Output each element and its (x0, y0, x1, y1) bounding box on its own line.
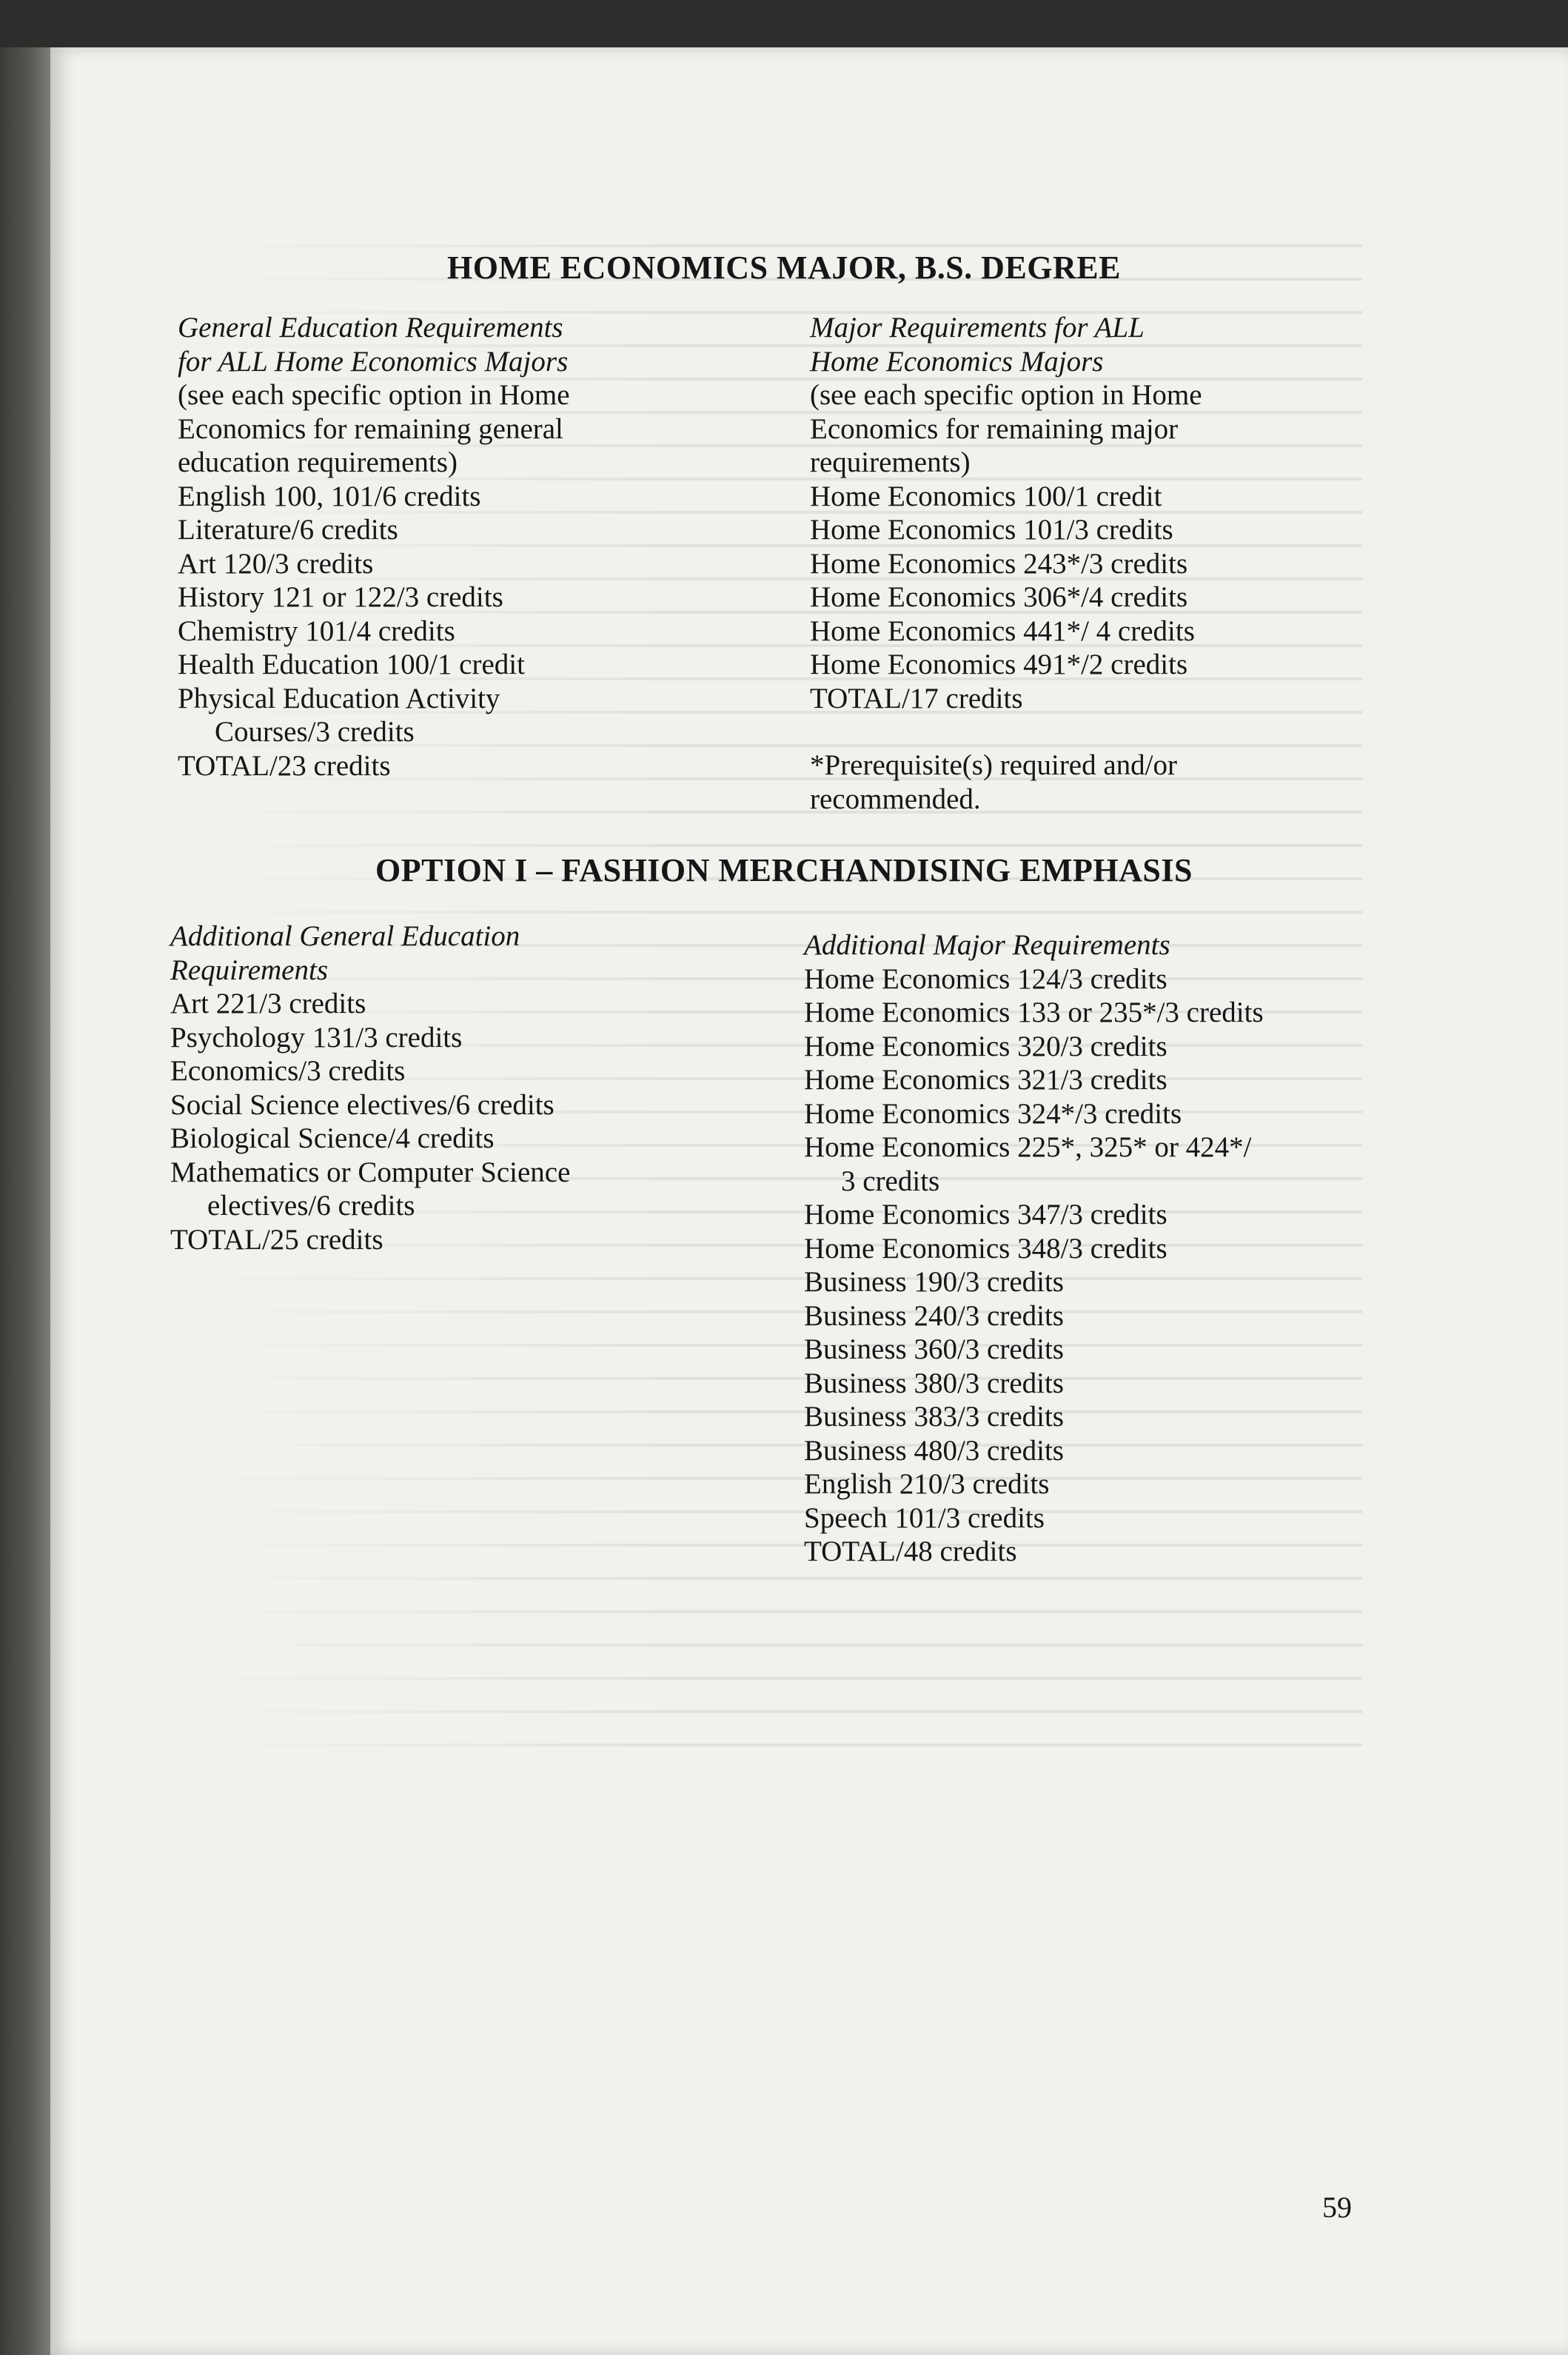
course-item: Home Economics 491*/2 credits (810, 649, 1188, 680)
course-item: English 210/3 credits (804, 1468, 1050, 1500)
course-item: Home Economics 133 or 235*/3 credits (804, 996, 1264, 1028)
total-credits: TOTAL/48 credits (804, 1535, 1017, 1567)
major-heading: HOME ECONOMICS MAJOR, B.S. DEGREE (446, 249, 1121, 286)
additional-general-education (170, 919, 570, 1256)
course-item: Home Economics 306*/4 credits (810, 581, 1188, 613)
course-item: Art 221/3 credits (170, 988, 366, 1019)
course-item: Home Economics 100/1 credit (810, 480, 1162, 512)
course-item: Home Economics 321/3 credits (804, 1064, 1167, 1096)
course-item: History 121 or 122/3 credits (178, 581, 503, 613)
note-line: Economics for remaining general (178, 412, 563, 445)
course-item: Home Economics 347/3 credits (804, 1199, 1167, 1230)
course-item: Social Science electives/6 credits (170, 1088, 555, 1121)
course-item: Business 240/3 credits (804, 1299, 1064, 1332)
option-heading: OPTION I – FASHION MERCHANDISING EMPHASIS (375, 852, 1193, 888)
total-credits: TOTAL/17 credits (810, 682, 1023, 714)
section-title-line: for ALL Home Economics Majors (178, 345, 569, 378)
course-item: Mathematics or Computer Science (170, 1156, 571, 1188)
page-number: 59 (1322, 2191, 1352, 2224)
course-item: Home Economics 324*/3 credits (804, 1097, 1182, 1130)
course-item-continuation: Courses/3 credits (215, 716, 415, 748)
course-item: Speech 101/3 credits (804, 1501, 1045, 1534)
course-item: Chemistry 101/4 credits (178, 614, 455, 647)
total-credits: TOTAL/23 credits (178, 749, 391, 782)
course-item: Business 480/3 credits (804, 1434, 1064, 1467)
course-item: Home Economics 101/3 credits (810, 514, 1173, 546)
section-title-line: Requirements (170, 954, 328, 986)
note-line: education requirements) (178, 446, 458, 478)
total-credits: TOTAL/25 credits (170, 1223, 383, 1256)
course-item: Art 120/3 credits (178, 547, 374, 580)
section-title-line: General Education Requirements (178, 312, 563, 344)
course-item: Home Economics 225*, 325* or 424*/ (804, 1131, 1252, 1163)
section-title-line: Major Requirements for ALL (810, 312, 1145, 344)
course-item: Physical Education Activity (178, 682, 500, 714)
additional-major-requirements (804, 928, 1264, 1569)
course-item: Home Economics 243*/3 credits (810, 547, 1188, 580)
major-requirements (810, 311, 1202, 816)
footnote-line: recommended. (810, 783, 981, 815)
spacer (810, 715, 1202, 748)
course-item: Home Economics 320/3 credits (804, 1030, 1167, 1062)
book-binding-edge (0, 47, 50, 2355)
course-item: Home Economics 124/3 credits (804, 962, 1167, 995)
course-item: Business 190/3 credits (804, 1266, 1064, 1298)
course-item: Business 360/3 credits (804, 1333, 1064, 1365)
course-item: Home Economics 348/3 credits (804, 1232, 1167, 1264)
course-item: Economics/3 credits (170, 1055, 406, 1087)
section-title: Additional Major Requirements (804, 929, 1170, 961)
course-item: Health Education 100/1 credit (178, 649, 525, 680)
course-item-continuation: electives/6 credits (207, 1190, 415, 1222)
course-item: Business 383/3 credits (804, 1401, 1064, 1433)
note-line: Economics for remaining major (810, 412, 1179, 445)
section-title-line: Additional General Education (170, 920, 520, 952)
footnote-line: *Prerequisite(s) required and/or (810, 749, 1177, 781)
note-line: (see each specific option in Home (810, 379, 1202, 411)
course-item: Psychology 131/3 credits (170, 1021, 463, 1053)
course-item: Literature/6 credits (178, 514, 398, 546)
course-item: Home Economics 441*/ 4 credits (810, 614, 1195, 647)
note-line: requirements) (810, 446, 971, 478)
note-line: (see each specific option in Home (178, 379, 570, 411)
course-item: Biological Science/4 credits (170, 1122, 495, 1154)
course-item: English 100, 101/6 credits (178, 480, 481, 512)
course-item: Business 380/3 credits (804, 1367, 1064, 1399)
general-education-requirements (178, 311, 570, 783)
section-title-line: Home Economics Majors (810, 345, 1104, 378)
course-item-continuation: 3 credits (841, 1165, 940, 1197)
